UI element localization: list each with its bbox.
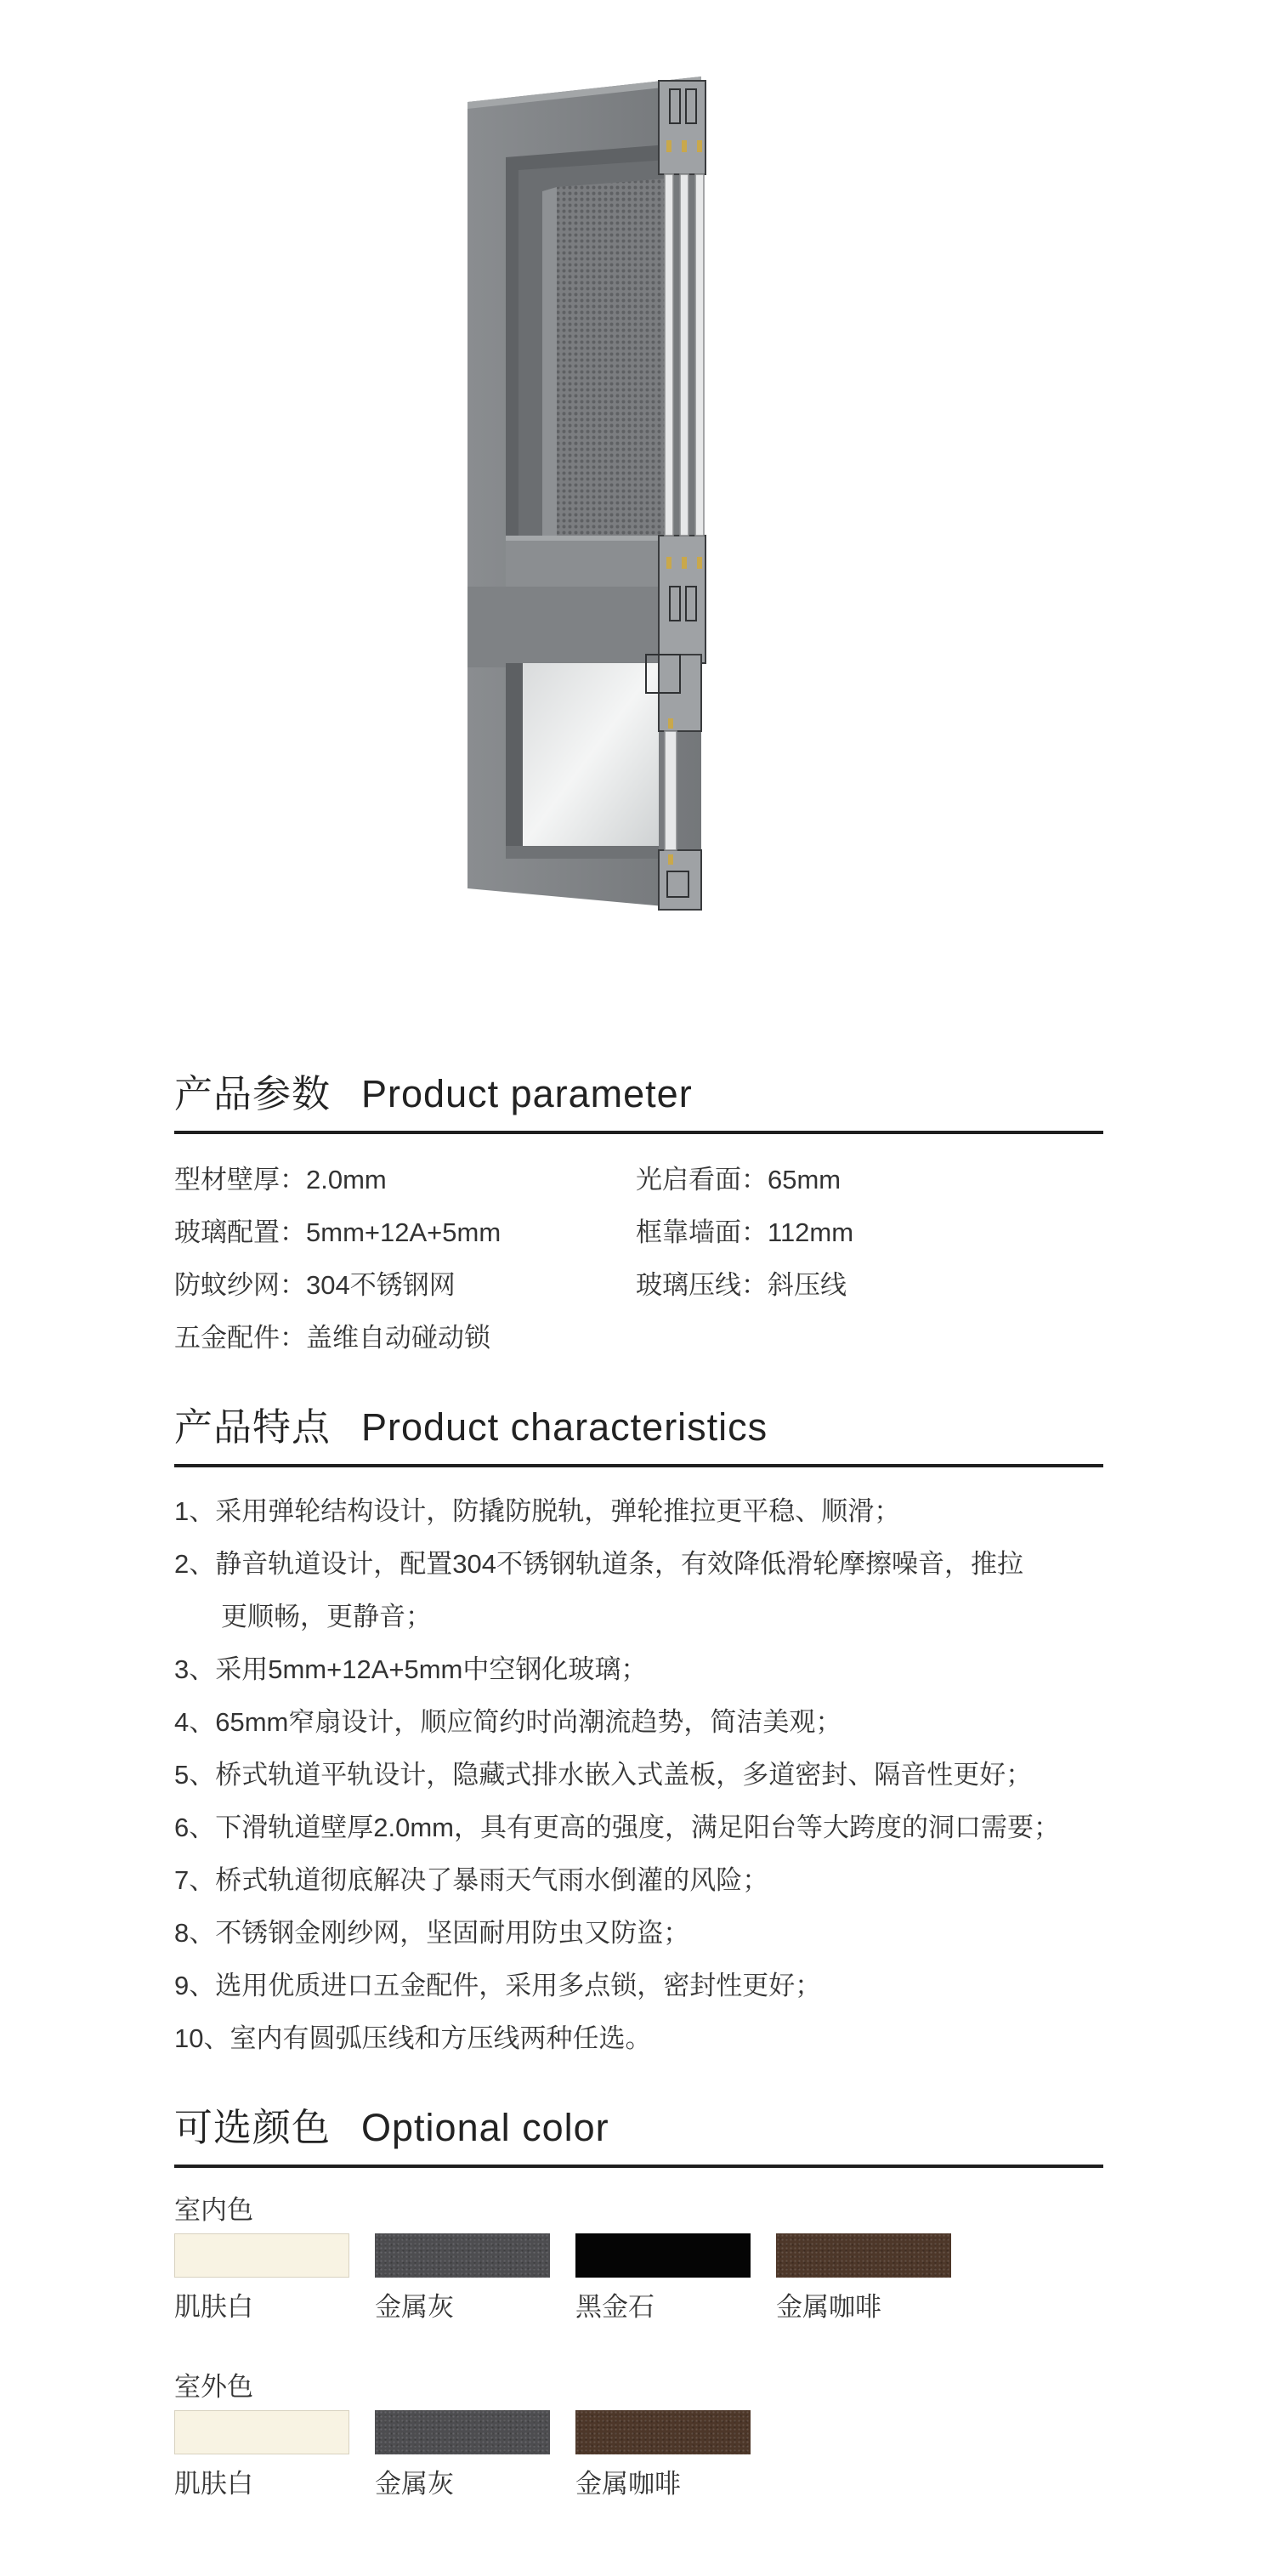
swatch-indoor-metal-gray (375, 2233, 550, 2278)
param-value: 304不锈钢网 (306, 1270, 456, 1300)
param-item (636, 1263, 847, 1302)
characteristic-item: 10、室内有圆弧压线和方压线两种任选。 (174, 2023, 652, 2053)
param-label: 型材壁厚： (174, 1165, 306, 1194)
characteristic-item: 9、选用优质进口五金配件，采用多点锁，密封性更好； (174, 1971, 822, 2000)
characteristic-item: 1、采用弹轮结构设计，防撬防脱轨，弹轮推拉更平稳、顺滑； (174, 1496, 901, 1526)
indoor-color-label: 室内色 (174, 2195, 253, 2225)
characteristics-divider (174, 1464, 1103, 1467)
param-item (636, 1211, 853, 1249)
parameter-title-en: Product parameter (361, 1072, 693, 1115)
swatch-name: 金属灰 (375, 2292, 454, 2322)
characteristics-section-title (174, 1396, 768, 1451)
swatch-indoor-skin-white (174, 2233, 349, 2278)
characteristic-item: 8、不锈钢金刚纱网，坚固耐用防虫又防盗； (174, 1918, 690, 1948)
swatch-outdoor-skin-white (174, 2410, 349, 2454)
param-value: 65mm (768, 1165, 842, 1194)
characteristic-item-continued: 更顺畅，更静音； (221, 1602, 432, 1631)
swatch-indoor-metal-coffee (776, 2233, 951, 2278)
characteristic-item: 4、65mm窄扇设计，顺应简约时尚潮流趋势，简洁美观； (174, 1707, 842, 1737)
characteristic-item: 6、下滑轨道壁厚2.0mm，具有更高的强度，满足阳台等大跨度的洞口需要； (174, 1813, 1060, 1842)
param-value: 斜压线 (768, 1270, 847, 1300)
outdoor-color-label: 室外色 (174, 2372, 253, 2402)
parameter-section-title (174, 1063, 693, 1118)
color-title-en: Optional color (361, 2106, 609, 2149)
swatch-name: 黑金石 (575, 2292, 654, 2322)
param-value: 2.0mm (306, 1165, 387, 1194)
param-label: 光启看面： (636, 1165, 768, 1194)
characteristics-title-cn: 产品特点 (174, 1405, 332, 1449)
param-label: 五金配件： (174, 1323, 306, 1353)
swatch-name: 金属咖啡 (575, 2469, 681, 2499)
param-item (174, 1158, 387, 1196)
param-label: 玻璃配置： (174, 1217, 306, 1247)
param-value: 5mm+12A+5mm (306, 1217, 502, 1247)
swatch-outdoor-metal-gray (375, 2410, 550, 2454)
color-section-title (174, 2097, 609, 2152)
swatch-name: 金属咖啡 (776, 2292, 881, 2322)
characteristic-item: 7、桥式轨道彻底解决了暴雨天气雨水倒灌的风险； (174, 1865, 769, 1895)
swatch-outdoor-metal-coffee (575, 2410, 751, 2454)
param-label: 防蚊纱网： (174, 1270, 306, 1300)
color-divider (174, 2165, 1103, 2168)
characteristic-item: 5、桥式轨道平轨设计，隐藏式排水嵌入式盖板，多道密封、隔音性更好； (174, 1760, 1033, 1790)
color-title-cn: 可选颜色 (174, 2106, 332, 2149)
param-label: 玻璃压线： (636, 1270, 768, 1300)
window-profile-illustration (442, 60, 782, 927)
swatch-name: 肌肤白 (174, 2469, 253, 2499)
swatch-name: 金属灰 (375, 2469, 454, 2499)
characteristic-item: 3、采用5mm+12A+5mm中空钢化玻璃； (174, 1654, 648, 1684)
param-value: 112mm (768, 1217, 854, 1247)
param-item (174, 1211, 501, 1249)
parameter-divider (174, 1131, 1103, 1134)
swatch-name: 肌肤白 (174, 2292, 253, 2322)
param-item (636, 1158, 841, 1196)
param-item (174, 1263, 456, 1302)
characteristics-title-en: Product characteristics (361, 1405, 768, 1449)
swatch-indoor-black-gold-stone (575, 2233, 751, 2278)
characteristic-item: 2、静音轨道设计，配置304不锈钢轨道条，有效降低滑轮摩擦噪音，推拉 (174, 1549, 1023, 1579)
param-value: 盖维自动碰动锁 (306, 1323, 490, 1353)
param-label: 框靠墙面： (636, 1217, 768, 1247)
parameter-title-cn: 产品参数 (174, 1072, 332, 1115)
param-item (174, 1316, 490, 1354)
